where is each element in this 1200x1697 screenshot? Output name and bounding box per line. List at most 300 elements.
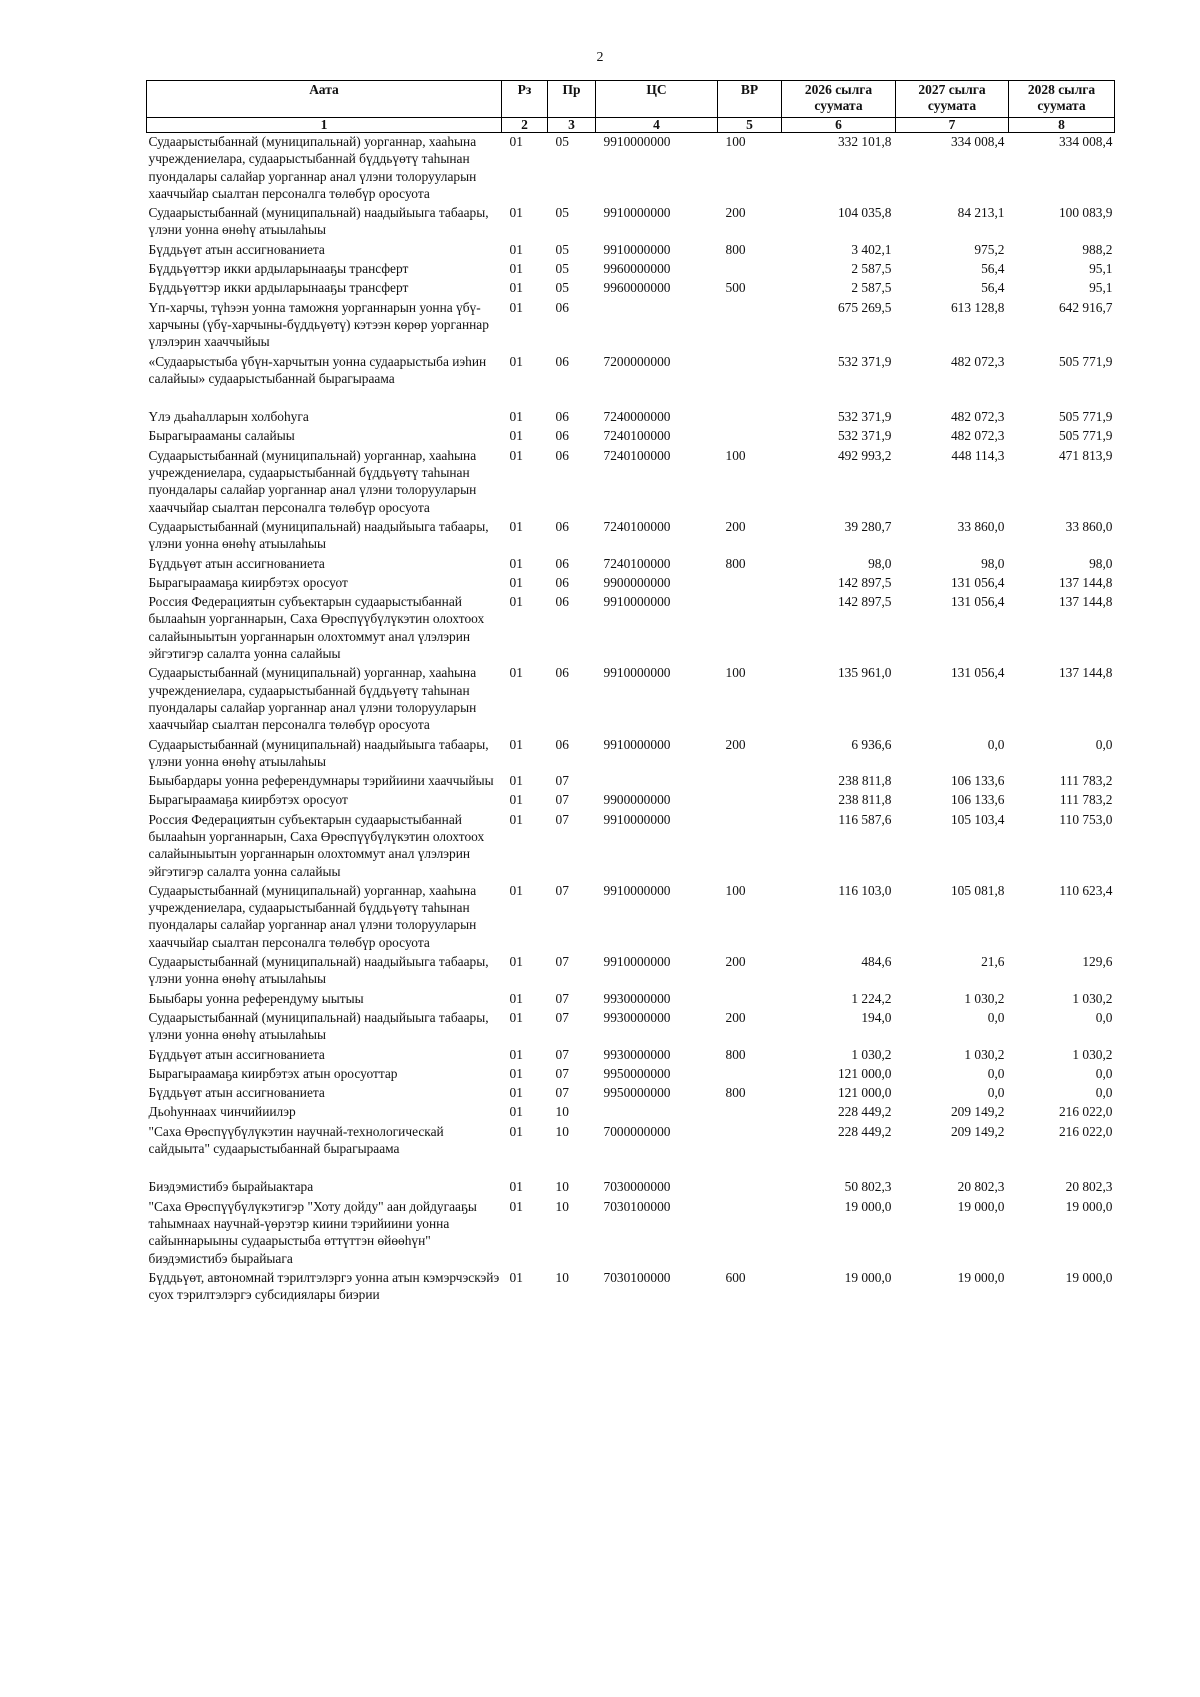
table-row (147, 133, 1115, 205)
row-amount-2027: 84 213,1 (957, 205, 1005, 221)
row-amount-2028: 505 771,9 (1058, 409, 1113, 425)
row-rz: 01 (509, 811, 523, 827)
row-pr: 07 (555, 773, 569, 789)
table-row (147, 1123, 1115, 1179)
row-pr: 06 (555, 594, 569, 610)
row-vr (718, 353, 782, 409)
row-name: Биэдэмистибэ бырайыактара (148, 1179, 314, 1195)
row-amount-2027: 448 114,3 (951, 447, 1005, 463)
row-amount-2026: 121 000,0 (837, 1085, 892, 1101)
row-amount-2027: 0,0 (987, 1065, 1005, 1081)
table-row (147, 574, 1115, 593)
row-amount-2026: 532 371,9 (837, 409, 892, 425)
row-rz: 01 (509, 1046, 523, 1062)
row-rz: 01 (509, 1104, 523, 1120)
row-amount-2027: 613 128,8 (950, 299, 1005, 315)
table-row (147, 427, 1115, 446)
row-cs: 7000000000 (603, 1123, 671, 1139)
row-amount-2027: 19 000,0 (957, 1198, 1005, 1214)
row-pr: 05 (555, 205, 569, 221)
row-rz: 01 (509, 1198, 523, 1214)
row-pr: 05 (555, 280, 569, 296)
row-vr: 200 (725, 954, 746, 970)
row-cs: 9930000000 (603, 1046, 671, 1062)
row-amount-2027: 209 149,2 (950, 1104, 1005, 1120)
row-amount-2026: 19 000,0 (844, 1269, 892, 1285)
row-vr (718, 260, 782, 279)
row-vr (718, 408, 782, 427)
row-amount-2028: 100 083,9 (1058, 205, 1113, 221)
header-2027: 2027 сылга суумата (896, 81, 1009, 118)
row-amount-2027: 131 056,4 (950, 665, 1005, 681)
row-pr: 10 (555, 1104, 569, 1120)
row-vr: 100 (725, 134, 746, 149)
row-name: Россия Федерациятын субъектарын судаарыстыбаннай былааһын уорганнарын, Саха Өрөспүүбүлүкэтин олохтоох салайыныытын уорганнарын олохтоммут анал үлэлэрин эйгэтигэр салалта уонна салайыы (148, 594, 485, 662)
table-body (147, 133, 1115, 1306)
col-number: 1 (147, 118, 502, 133)
row-rz: 01 (509, 518, 523, 534)
row-vr (718, 811, 782, 882)
row-vr: 100 (725, 665, 746, 681)
row-cs: 9960000000 (603, 280, 671, 296)
row-amount-2026: 6 936,6 (851, 736, 892, 752)
row-vr (718, 1198, 782, 1269)
row-amount-2028: 471 813,9 (1058, 447, 1113, 463)
row-name: "Саха Өрөспүүбүлүкэтигэр "Хоту дойду" аан дойдугааҕы таһымнаах научнай-үөрэтэр киини тэрийиини уонна сайыннарыыны судаарыстыба өттүттэн өйөөһүн" биэдэмистибэ бырайыага (148, 1198, 477, 1266)
row-amount-2026: 238 811,8 (838, 773, 892, 789)
row-pr: 07 (555, 811, 569, 827)
table-row (147, 1065, 1115, 1084)
row-amount-2028: 129,6 (1082, 954, 1113, 970)
row-pr: 06 (555, 409, 569, 425)
row-cs: 9960000000 (603, 261, 671, 277)
row-cs: 7030100000 (603, 1269, 671, 1285)
row-vr (718, 1178, 782, 1197)
row-pr: 06 (555, 299, 569, 315)
header-cs: ЦС (596, 81, 718, 118)
row-cs: 7200000000 (603, 353, 671, 369)
row-amount-2026: 492 993,2 (837, 447, 892, 463)
row-cs: 9910000000 (603, 205, 671, 221)
row-pr: 07 (555, 954, 569, 970)
row-amount-2027: 482 072,3 (950, 353, 1005, 369)
row-pr: 07 (555, 1046, 569, 1062)
row-pr: 10 (555, 1269, 569, 1285)
header-name: Аата (147, 81, 502, 118)
row-name: Бырагыраамаҕа киирбэтэх оросуот (148, 574, 348, 590)
header-2026: 2026 сылга суумата (782, 81, 896, 118)
table-row (147, 279, 1115, 298)
table-row (147, 1198, 1115, 1269)
table-row (147, 299, 1115, 353)
row-amount-2028: 1 030,2 (1072, 990, 1113, 1006)
row-amount-2027: 106 133,6 (950, 773, 1005, 789)
row-pr: 07 (555, 1065, 569, 1081)
row-amount-2028: 110 753,0 (1059, 811, 1113, 827)
row-rz: 01 (509, 1009, 523, 1025)
row-name: Бүддьүөт атын ассигнованиета (148, 1046, 325, 1062)
row-name: Быыбардары уонна референдумнары тэрийиини хааччыйыы (148, 773, 494, 789)
row-amount-2027: 105 103,4 (950, 811, 1005, 827)
row-vr: 800 (725, 1085, 746, 1101)
row-amount-2026: 238 811,8 (838, 792, 892, 808)
row-amount-2028: 505 771,9 (1058, 353, 1113, 369)
row-cs: 9950000000 (603, 1085, 671, 1101)
row-name: Судаарыстыбаннай (муниципальнай) наадыйыыга табаары, үлэни уонна өнөһү атыылаһыы (148, 1009, 489, 1043)
row-name: Бүддьүөттэр икки ардыларынааҕы трансферт (148, 280, 409, 296)
row-amount-2028: 111 783,2 (1059, 792, 1113, 808)
row-pr: 05 (555, 261, 569, 277)
row-name: Бырагырааманы салайыы (148, 428, 295, 444)
table-row (147, 791, 1115, 810)
row-amount-2026: 484,6 (861, 954, 892, 970)
row-amount-2026: 3 402,1 (851, 241, 892, 257)
row-amount-2028: 137 144,8 (1058, 665, 1113, 681)
col-number: 7 (896, 118, 1009, 133)
row-amount-2026: 228 449,2 (837, 1104, 892, 1120)
row-name: Бырагыраамаҕа киирбэтэх оросуот (148, 792, 348, 808)
row-pr: 06 (555, 353, 569, 369)
row-cs: 9910000000 (603, 736, 671, 752)
row-vr (718, 299, 782, 353)
table-row (147, 772, 1115, 791)
row-amount-2027: 482 072,3 (950, 409, 1005, 425)
row-cs: 7030000000 (603, 1179, 671, 1195)
row-cs: 9900000000 (603, 792, 671, 808)
row-vr (718, 791, 782, 810)
row-amount-2028: 216 022,0 (1058, 1104, 1113, 1120)
row-cs (596, 299, 718, 353)
row-vr: 600 (725, 1269, 746, 1285)
row-vr (718, 1123, 782, 1179)
row-amount-2027: 1 030,2 (964, 990, 1005, 1006)
row-amount-2027: 131 056,4 (950, 574, 1005, 590)
row-amount-2028: 95,1 (1089, 261, 1113, 277)
row-pr: 10 (555, 1123, 569, 1139)
table-row (147, 593, 1115, 664)
row-pr: 06 (555, 574, 569, 590)
row-amount-2026: 1 224,2 (851, 990, 892, 1006)
col-number: 8 (1009, 118, 1115, 133)
row-cs: 7240100000 (603, 518, 671, 534)
row-cs: 9910000000 (603, 882, 671, 898)
row-amount-2026: 532 371,9 (837, 353, 892, 369)
row-name: Судаарыстыбаннай (муниципальнай) уорганнар, хааһына учреждениелара, судаарыстыбаннай бүддьүөтү таһынан пуондалары салайар уорганнар анал үлэни толорууларын хааччыйар сыалтан персоналга төлөбүр оросуота (148, 665, 477, 733)
table-row (147, 811, 1115, 882)
row-amount-2027: 1 030,2 (964, 1046, 1005, 1062)
col-number: 5 (718, 118, 782, 133)
header-vr: ВР (718, 81, 782, 118)
row-vr: 100 (725, 447, 746, 463)
row-vr (718, 772, 782, 791)
row-cs: 9910000000 (603, 665, 671, 681)
row-amount-2026: 332 101,8 (837, 134, 892, 149)
header-rz: Рз (502, 81, 548, 118)
row-pr: 06 (555, 555, 569, 571)
row-name: Дьоһуннаах чинчийиилэр (148, 1104, 296, 1120)
row-rz: 01 (509, 773, 523, 789)
row-cs: 7240100000 (603, 555, 671, 571)
row-amount-2028: 0,0 (1095, 1085, 1113, 1101)
row-amount-2027: 975,2 (974, 241, 1005, 257)
row-cs: 9950000000 (603, 1065, 671, 1081)
row-amount-2028: 1 030,2 (1072, 1046, 1113, 1062)
row-amount-2028: 505 771,9 (1058, 428, 1113, 444)
row-rz: 01 (509, 134, 523, 149)
table-row (147, 260, 1115, 279)
row-cs: 7240100000 (603, 428, 671, 444)
table-row (147, 1084, 1115, 1103)
table-row (147, 1269, 1115, 1306)
table-row (147, 664, 1115, 735)
row-name: Судаарыстыбаннай (муниципальнай) уорганнар, хааһына учреждениелара, судаарыстыбаннай бүддьүөтү таһынан пуондалары салайар уорганнар анал үлэни толорууларын хааччыйар сыалтан персоналга төлөбүр оросуота (148, 134, 477, 201)
row-amount-2026: 39 280,7 (844, 518, 892, 534)
row-rz: 01 (509, 736, 523, 752)
row-rz: 01 (509, 1179, 523, 1195)
row-pr: 06 (555, 518, 569, 534)
row-amount-2027: 0,0 (987, 736, 1005, 752)
row-rz: 01 (509, 299, 523, 315)
table-row (147, 408, 1115, 427)
row-name: Судаарыстыбаннай (муниципальнай) уорганнар, хааһына учреждениелара, судаарыстыбаннай бүддьүөтү таһынан пуондалары салайар уорганнар анал үлэни толорууларын хааччыйар сыалтан персоналга төлөбүр оросуота (148, 447, 477, 515)
row-amount-2027: 56,4 (981, 261, 1005, 277)
row-amount-2027: 0,0 (987, 1085, 1005, 1101)
row-pr: 07 (555, 1009, 569, 1025)
row-rz: 01 (509, 1065, 523, 1081)
row-amount-2026: 104 035,8 (837, 205, 892, 221)
row-rz: 01 (509, 428, 523, 444)
row-name: Судаарыстыбаннай (муниципальнай) наадыйыыга табаары, үлэни уонна өнөһү атыылаһыы (148, 736, 489, 769)
row-amount-2027: 105 081,8 (950, 882, 1005, 898)
row-rz: 01 (509, 447, 523, 463)
row-amount-2026: 50 802,3 (844, 1179, 892, 1195)
table-row (147, 1046, 1115, 1065)
row-rz: 01 (509, 261, 523, 277)
row-amount-2026: 2 587,5 (851, 280, 892, 296)
row-name: Судаарыстыбаннай (муниципальнай) наадыйыыга табаары, үлэни уонна өнөһү атыылаһыы (148, 954, 489, 987)
row-amount-2028: 110 623,4 (1059, 882, 1113, 898)
table-row (147, 990, 1115, 1009)
row-name: Бүддьүөт атын ассигнованиета (148, 1085, 325, 1101)
row-vr: 200 (725, 736, 746, 752)
row-name: Бүддьүөттэр икки ардыларынааҕы трансферт (148, 261, 409, 277)
row-vr (718, 593, 782, 664)
table-row (147, 353, 1115, 409)
row-amount-2028: 334 008,4 (1058, 134, 1113, 149)
row-amount-2027: 19 000,0 (957, 1269, 1005, 1285)
row-amount-2028: 642 916,7 (1058, 299, 1113, 315)
row-amount-2028: 111 783,2 (1059, 773, 1113, 789)
row-vr: 200 (725, 1009, 746, 1025)
row-pr: 06 (555, 665, 569, 681)
row-name: Россия Федерациятын субъектарын судаарыстыбаннай былааһын уорганнарын, Саха Өрөспүүбүлүкэтин олохтоох салайыныытын уорганнарын олохтоммут анал үлэлэрин эйгэтигэр салалта уонна салайыы (148, 811, 485, 879)
row-cs: 9930000000 (603, 1009, 671, 1025)
row-amount-2027: 131 056,4 (950, 594, 1005, 610)
row-amount-2027: 209 149,2 (950, 1123, 1005, 1139)
row-amount-2026: 194,0 (861, 1009, 892, 1025)
row-pr: 10 (555, 1198, 569, 1214)
row-rz: 01 (509, 409, 523, 425)
row-amount-2027: 33 860,0 (957, 518, 1005, 534)
row-cs: 9910000000 (603, 241, 671, 257)
row-pr: 06 (555, 736, 569, 752)
row-pr: 07 (555, 882, 569, 898)
row-name: Үлэ дьаһалларын холбоһуга (148, 409, 309, 425)
row-amount-2026: 116 587,6 (838, 811, 892, 827)
header-2028: 2028 сылга суумата (1009, 81, 1115, 118)
row-cs (596, 772, 718, 791)
col-number: 3 (548, 118, 596, 133)
row-amount-2026: 675 269,5 (837, 299, 892, 315)
row-vr: 100 (725, 882, 746, 898)
row-cs: 7240000000 (603, 409, 671, 425)
row-cs: 7030100000 (603, 1198, 671, 1214)
row-rz: 01 (509, 954, 523, 970)
row-pr: 06 (555, 428, 569, 444)
row-rz: 01 (509, 205, 523, 221)
row-amount-2027: 334 008,4 (950, 134, 1005, 149)
row-name: Бырагыраамаҕа киирбэтэх атын оросуоттар (148, 1065, 398, 1081)
row-amount-2028: 0,0 (1095, 1065, 1113, 1081)
table-header-row (147, 81, 1115, 118)
row-amount-2027: 21,6 (981, 954, 1005, 970)
row-amount-2026: 532 371,9 (837, 428, 892, 444)
column-number-row (147, 118, 1115, 133)
table-row (147, 241, 1115, 260)
row-vr (718, 1103, 782, 1122)
table-row (147, 204, 1115, 241)
row-pr: 05 (555, 241, 569, 257)
table-row (147, 1178, 1115, 1197)
row-amount-2028: 19 000,0 (1065, 1198, 1113, 1214)
row-amount-2027: 106 133,6 (950, 792, 1005, 808)
row-amount-2028: 137 144,8 (1058, 574, 1113, 590)
row-rz: 01 (509, 353, 523, 369)
row-name: Бүддьүөт атын ассигнованиета (148, 241, 325, 257)
budget-table (146, 80, 1115, 1305)
row-vr (718, 574, 782, 593)
row-cs: 9910000000 (603, 954, 671, 970)
row-name: "Саха Өрөспүүбүлүкэтин научнай-технологическай сайдыыта" судаарыстыбаннай бырагыраама (148, 1123, 444, 1157)
row-amount-2028: 20 802,3 (1065, 1179, 1113, 1195)
row-vr (718, 427, 782, 446)
row-vr: 800 (725, 555, 746, 571)
row-amount-2028: 0,0 (1095, 1009, 1113, 1025)
row-vr: 200 (725, 518, 746, 534)
row-amount-2028: 95,1 (1089, 280, 1113, 296)
row-amount-2027: 20 802,3 (957, 1179, 1005, 1195)
row-rz: 01 (509, 574, 523, 590)
row-cs: 7240100000 (603, 447, 671, 463)
row-rz: 01 (509, 1269, 523, 1285)
row-amount-2027: 56,4 (981, 280, 1005, 296)
row-name: Судаарыстыбаннай (муниципальнай) наадыйыыга табаары, үлэни уонна өнөһү атыылаһыы (148, 205, 489, 238)
row-amount-2026: 121 000,0 (837, 1065, 892, 1081)
header-pr: Пр (548, 81, 596, 118)
row-amount-2027: 98,0 (981, 555, 1005, 571)
row-vr: 500 (725, 280, 746, 296)
row-name: Судаарыстыбаннай (муниципальнай) уорганнар, хааһына учреждениелара, судаарыстыбаннай бүддьүөтү таһынан пуондалары салайар уорганнар анал үлэни толорууларын хааччыйар сыалтан персоналга төлөбүр оросуота (148, 882, 477, 950)
col-number: 4 (596, 118, 718, 133)
row-rz: 01 (509, 792, 523, 808)
row-pr: 07 (555, 990, 569, 1006)
col-number: 2 (502, 118, 548, 133)
table-row (147, 518, 1115, 555)
table-row (147, 736, 1115, 773)
table-row (147, 882, 1115, 953)
row-cs: 9910000000 (603, 594, 671, 610)
row-amount-2026: 142 897,5 (837, 574, 892, 590)
row-vr: 800 (725, 241, 746, 257)
row-amount-2028: 98,0 (1089, 555, 1113, 571)
table-row (147, 953, 1115, 990)
row-amount-2026: 2 587,5 (851, 261, 892, 277)
row-name: Бүддьүөт атын ассигнованиета (148, 555, 325, 571)
row-name: «Судаарыстыба үбүн-харчытын уонна судаарыстыба иэһин салайыы» судаарыстыбаннай бырагыраама (148, 353, 487, 386)
table-row (147, 555, 1115, 574)
row-amount-2027: 482 072,3 (950, 428, 1005, 444)
row-amount-2028: 988,2 (1082, 241, 1113, 257)
row-amount-2026: 98,0 (868, 555, 892, 571)
row-pr: 06 (555, 447, 569, 463)
row-cs: 9930000000 (603, 990, 671, 1006)
row-rz: 01 (509, 241, 523, 257)
row-vr: 200 (725, 205, 746, 221)
row-amount-2026: 228 449,2 (837, 1123, 892, 1139)
page-number: 2 (596, 50, 604, 65)
row-amount-2026: 116 103,0 (838, 882, 892, 898)
col-number: 6 (782, 118, 896, 133)
row-pr: 07 (555, 1085, 569, 1101)
row-vr (718, 990, 782, 1009)
row-cs: 9910000000 (603, 811, 671, 827)
row-amount-2028: 33 860,0 (1065, 518, 1113, 534)
row-rz: 01 (509, 990, 523, 1006)
row-amount-2028: 0,0 (1095, 736, 1113, 752)
row-amount-2027: 0,0 (987, 1009, 1005, 1025)
row-amount-2028: 216 022,0 (1058, 1123, 1113, 1139)
row-rz: 01 (509, 1123, 523, 1139)
row-rz: 01 (509, 665, 523, 681)
row-amount-2026: 1 030,2 (851, 1046, 892, 1062)
row-pr: 05 (555, 134, 569, 149)
row-cs: 9910000000 (603, 134, 671, 149)
row-name: Үп-харчы, түһээн уонна таможня уорганнарын уонна үбү-харчыны (үбү-харчыны-бүддьүөтү) кэтээн көрөр уорганнар үлэлэрин хааччыйыы (148, 299, 489, 350)
row-name: Бүддьүөт, автономнай тэрилтэлэргэ уонна атын кэмэрчэскэйэ суох тэрилтэлэргэ субсидиялары биэрии (148, 1269, 500, 1303)
row-amount-2026: 142 897,5 (837, 594, 892, 610)
row-cs (596, 1103, 718, 1122)
row-vr: 800 (725, 1046, 746, 1062)
row-vr (718, 1065, 782, 1084)
row-rz: 01 (509, 280, 523, 296)
row-rz: 01 (509, 1085, 523, 1101)
row-amount-2028: 137 144,8 (1058, 594, 1113, 610)
row-pr: 07 (555, 792, 569, 808)
table-row (147, 447, 1115, 518)
table-row (147, 1103, 1115, 1122)
row-cs: 9900000000 (603, 574, 671, 590)
row-amount-2026: 135 961,0 (837, 665, 892, 681)
table-row (147, 1009, 1115, 1046)
row-amount-2026: 19 000,0 (844, 1198, 892, 1214)
row-rz: 01 (509, 882, 523, 898)
row-name: Быыбары уонна референдуму ыытыы (148, 990, 364, 1006)
row-rz: 01 (509, 555, 523, 571)
row-pr: 10 (555, 1179, 569, 1195)
row-amount-2028: 19 000,0 (1065, 1269, 1113, 1285)
row-name: Судаарыстыбаннай (муниципальнай) наадыйыыга табаары, үлэни уонна өнөһү атыылаһыы (148, 518, 489, 552)
row-rz: 01 (509, 594, 523, 610)
